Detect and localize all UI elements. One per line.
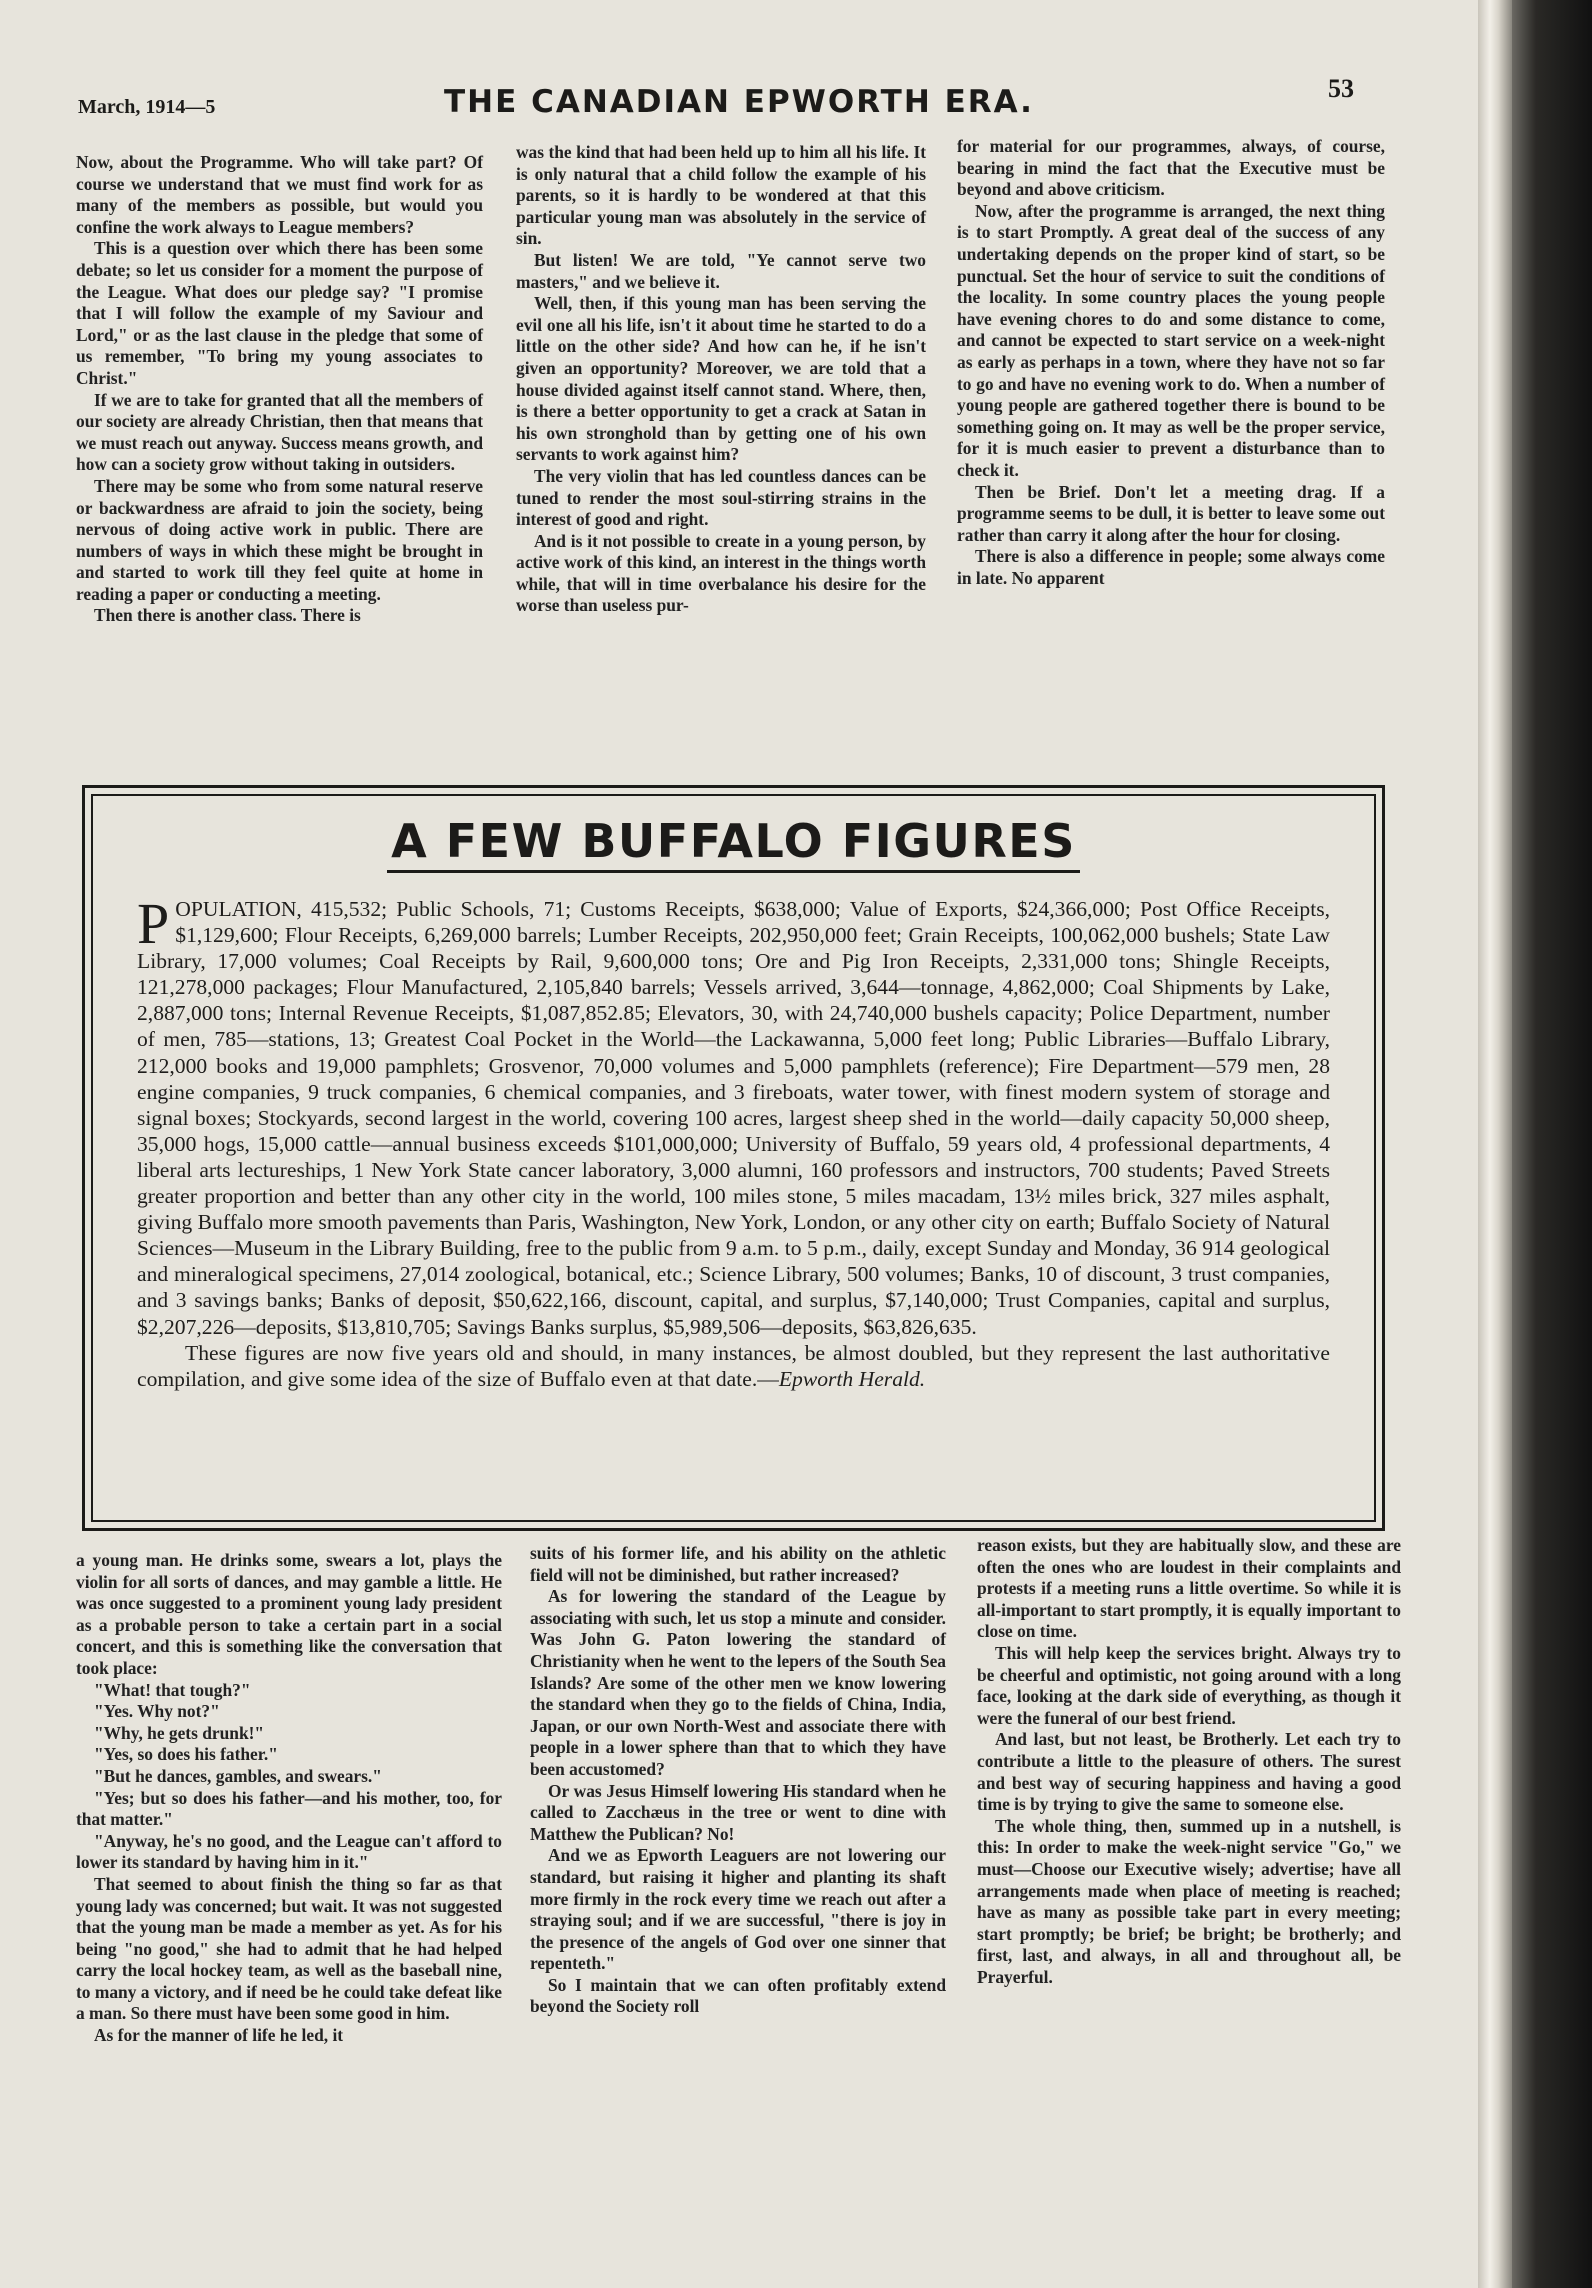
book-binding-shadow <box>1512 0 1592 2288</box>
dialog-line: "Yes, so does his father." <box>94 1744 278 1765</box>
buffalo-figures-box <box>82 785 1385 1531</box>
top-column-3 <box>957 136 1385 589</box>
drop-cap: P <box>137 891 170 956</box>
paragraph: was the kind that had been held up to him all his life. It is only natural that a child follow the example of his parents, so it is hardly to be wondered at that this particular young man was absolutely in the service of sin. <box>516 142 926 249</box>
paragraph: The whole thing, then, summed up in a nutshell, is this: In order to make the week-night service "Go," we must—Choose our Executive wisely; advertise; have all arrangements made when place of meeting is reached; have as many as possible take part in every meeting; start promptly; be brief; be bright; be brotherly; and first, last, and always, in all and throughout all, be Prayerful. <box>977 1815 1401 1987</box>
paragraph: As for lowering the standard of the League by associating with such, let us stop a minute and consider. Was John G. Paton lowering the standard of Christianity when he went to the lepers of the South Sea Islands? Are some of the other men we know lowering the standard when they go to the fields of China, India, Japan, or our own North-West and associate there with people in a lower sphere than that to which they have been accustomed? <box>530 1586 946 1779</box>
paragraph: There may be some who from some natural reserve or backwardness are afraid to join the society, being nervous of doing active work in public. There are numbers of ways in which these might be brought in and started to work till they feel quite at home in reading a paper or conducting a meeting. <box>76 475 483 604</box>
box-source: Epworth Herald. <box>778 1366 926 1391</box>
paragraph: So I maintain that we can often profitably extend beyond the Society roll <box>530 1974 946 2017</box>
box-title-text: A FEW BUFFALO FIGURES <box>387 814 1080 873</box>
dialog-line: "Anyway, he's no good, and the League can't afford to lower its standard by having him in it." <box>76 1830 502 1873</box>
dialog-line: "What! that tough?" <box>94 1679 251 1700</box>
paragraph: As for the manner of life he led, it <box>94 2025 344 2046</box>
paragraph: reason exists, but they are habitually slow, and these are often the ones who are loudest in their complaints and protests if a meeting runs a little overtime. So while it is all-important to start promptly, it is equally important to close on time. <box>977 1535 1401 1642</box>
paragraph: And we as Epworth Leaguers are not lowering our standard, but raising it higher and planting its shaft more firmly in the rock every time we reach out after a straying soul; and if we are successful, "there is joy in the presence of the angels of God over one sinner that repenteth." <box>530 1845 946 1974</box>
paragraph: a young man. He drinks some, swears a lot, plays the violin for all sorts of dances, and may gamble a little. He was once suggested to a prominent young lady president as a probable person to take a certain part in a social concert, and this is something like the conversation that took place: <box>76 1550 502 1678</box>
paragraph: That seemed to about finish the thing so far as that young lady was concerned; but wait. It was not suggested that the young man be made a member as yet. As for his being "no good," she had to admit that he had helped carry the local hockey team, as well as the baseball nine, to many a victory, and if need be he could take defeat like a man. So there must have been some good in him. <box>76 1873 502 2024</box>
paragraph: for material for our programmes, always, of course, bearing in mind the fact that the Executive must be beyond and above criticism. <box>957 136 1385 200</box>
book-page-edge <box>1478 0 1512 2288</box>
paragraph: Now, after the programme is arranged, the next thing is to start Promptly. A great deal of the success of any undertaking depends on the proper kind of start, so be punctual. Set the hour of service to suit the conditions of the locality. In some country places the young people have evening chores to do and some distance to come, and cannot be expected to start service on a week-night as early as perhaps in a town, where they have not so far to go and have no evening work to do. When a number of young people are gathered together there is bound to be something going on. It may as well be the proper service, for it is much easier to prevent a disturbance than to check it. <box>957 200 1385 480</box>
paragraph: And is it not possible to create in a young person, by active work of this kind, an interest in the things worth while, that will in time overbalance his desire for the worse than useless pur- <box>516 530 926 616</box>
bottom-column-2 <box>530 1543 946 2018</box>
box-note <box>137 1340 1330 1392</box>
dialog-line: "Yes; but so does his father—and his mother, too, for that matter." <box>76 1787 502 1830</box>
issue-date: March, 1914—5 <box>78 96 216 118</box>
dialog-line: "But he dances, gambles, and swears." <box>94 1765 382 1786</box>
bottom-column-3 <box>977 1535 1401 1988</box>
box-figures-paragraph <box>137 891 1330 1340</box>
masthead-title: THE CANADIAN EPWORTH ERA. <box>444 84 1034 120</box>
paragraph: suits of his former life, and his ability on the athletic field will not be diminished, but rather increased? <box>530 1543 946 1585</box>
box-inner-border <box>91 794 1376 1522</box>
page-number: 53 <box>1328 74 1354 103</box>
paragraph: But listen! We are told, "Ye cannot serve two masters," and we believe it. <box>516 249 926 292</box>
top-column-2 <box>516 142 926 617</box>
paragraph: The very violin that has led countless dances can be tuned to render the most soul-stirring strains in the interest of good and right. <box>516 465 926 530</box>
box-title <box>93 814 1374 873</box>
paragraph: Then be Brief. Don't let a meeting drag. If a programme seems to be dull, it is better to leave some out rather than carry it along after the hour for closing. <box>957 481 1385 545</box>
box-body <box>137 891 1330 1392</box>
paragraph: This is a question over which there has been some debate; so let us consider for a moment the purpose of the League. What does our pledge say? "I promise that I will follow the example of my Saviour and Lord," or as the last clause in the pledge that some of us remember, "To bring my young associates to Christ." <box>76 238 483 388</box>
bottom-column-1 <box>76 1550 502 2047</box>
paragraph: This will help keep the services bright. Always try to be cheerful and optimistic, not going around with a long face, looking at the dark side of everything, as though it were the funeral of our best friend. <box>977 1642 1401 1728</box>
dialog-line: "Yes. Why not?" <box>94 1701 220 1722</box>
box-note-text: These figures are now five years old and should, in many instances, be almost doubled, but they represent the last authoritative compilation, and give some idea of the size of Buffalo even at that date.— <box>137 1340 1330 1391</box>
paragraph: Then there is another class. There is <box>94 605 361 626</box>
box-figures-text: OPULATION, 415,532; Public Schools, 71; Customs Receipts, $638,000; Value of Exports, $24,366,000; Post Office Receipts, $1,129,600; Flour Receipts, 6,269,000 barrels; Lumber Receipts, 202,950,000 feet; Grain Receipts, 100,062,000 bushels; State Law Library, 17,000 volumes; Coal Receipts by Rail, 9,600,000 tons; Ore and Pig Iron Receipts, 2,331,000 tons; Shingle Receipts, 121,278,000 packages; Flour Manufactured, 2,105,840 barrels; Vessels arrived, 3,644—tonnage, 4,862,000; Coal Shipments by Lake, 2,887,000 tons; Internal Revenue Receipts, $1,087,852.85; Elevators, 30, with 24,740,000 bushels capacity; Police Department, number of men, 785—stations, 13; Greatest Coal Pocket in the World—the Lackawanna, 5,000 feet long; Public Libraries—Buffalo Library, 212,000 books and 19,000 pamphlets; Grosvenor, 70,000 volumes and 5,000 pamphlets (reference); Fire Department—579 men, 28 engine companies, 9 truck companies, 6 chemical companies, and 3 fireboats, water tower, with finest modern system of storage and signal boxes; Stockyards, second largest in the world, covering 100 acres, largest sheep shed in the world—daily capacity 50,000 sheep, 35,000 hogs, 15,000 cattle—annual business exceeds $101,000,000; University of Buffalo, 59 years old, 4 professional departments, 4 liberal arts lectureships, 1 New York State cancer laboratory, 3,000 alumni, 160 professors and instructors, 700 students; Paved Streets greater proportion and better than any other city in the world, 100 miles stone, 5 miles macadam, 13½ miles brick, 327 miles asphalt, giving Buffalo more smooth pavements than Paris, Washington, New York, London, or any other city on earth; Buffalo Society of Natural Sciences—Museum in the Library Building, free to the public from 9 a.m. to 5 p.m., daily, except Sunday and Monday, 36 914 geological and mineralogical specimens, 27,014 zoological, botanical, etc.; Science Library, 500 volumes; Banks, 10 of discount, 3 trust companies, and 3 savings banks; Banks of deposit, $50,622,166, discount, capital, and surplus, $7,140,000; Trust Companies, capital and surplus, $2,207,226—deposits, $13,810,705; Savings Banks surplus, $5,989,506—deposits, $63,826,635. <box>137 897 1330 1339</box>
paragraph: Or was Jesus Himself lowering His standard when he called to Zacchæus in the tree or went to dine with Matthew the Publican? No! <box>530 1780 946 1844</box>
paragraph: And last, but not least, be Brotherly. Let each try to contribute a little to the pleasure of others. The surest and best way of securing happiness and having a good time is by trying to give the same to someone else. <box>977 1729 1401 1815</box>
paragraph: Now, about the Programme. Who will take part? Of course we understand that we must find work for as many of the members as possible, but would you confine the work always to League members? <box>76 152 483 237</box>
paragraph: There is also a difference in people; some always come in late. No apparent <box>957 546 1385 588</box>
paragraph: If we are to take for granted that all the members of our society are already Christian, then that means that we must reach out anyway. Success means growth, and how can a society grow without taking in outsiders. <box>76 389 483 475</box>
paragraph: Well, then, if this young man has been serving the evil one all his life, isn't it about time he started to do a little on the other side? And how can he, if he isn't given an opportunity? Moreover, we are told that a house divided against itself cannot stand. Where, then, is there a better opportunity to get a crack at Satan in his own stronghold than by getting one of his own servants to work against him? <box>516 293 926 465</box>
dialog-line: "Why, he gets drunk!" <box>94 1722 265 1743</box>
top-column-1 <box>76 152 483 627</box>
